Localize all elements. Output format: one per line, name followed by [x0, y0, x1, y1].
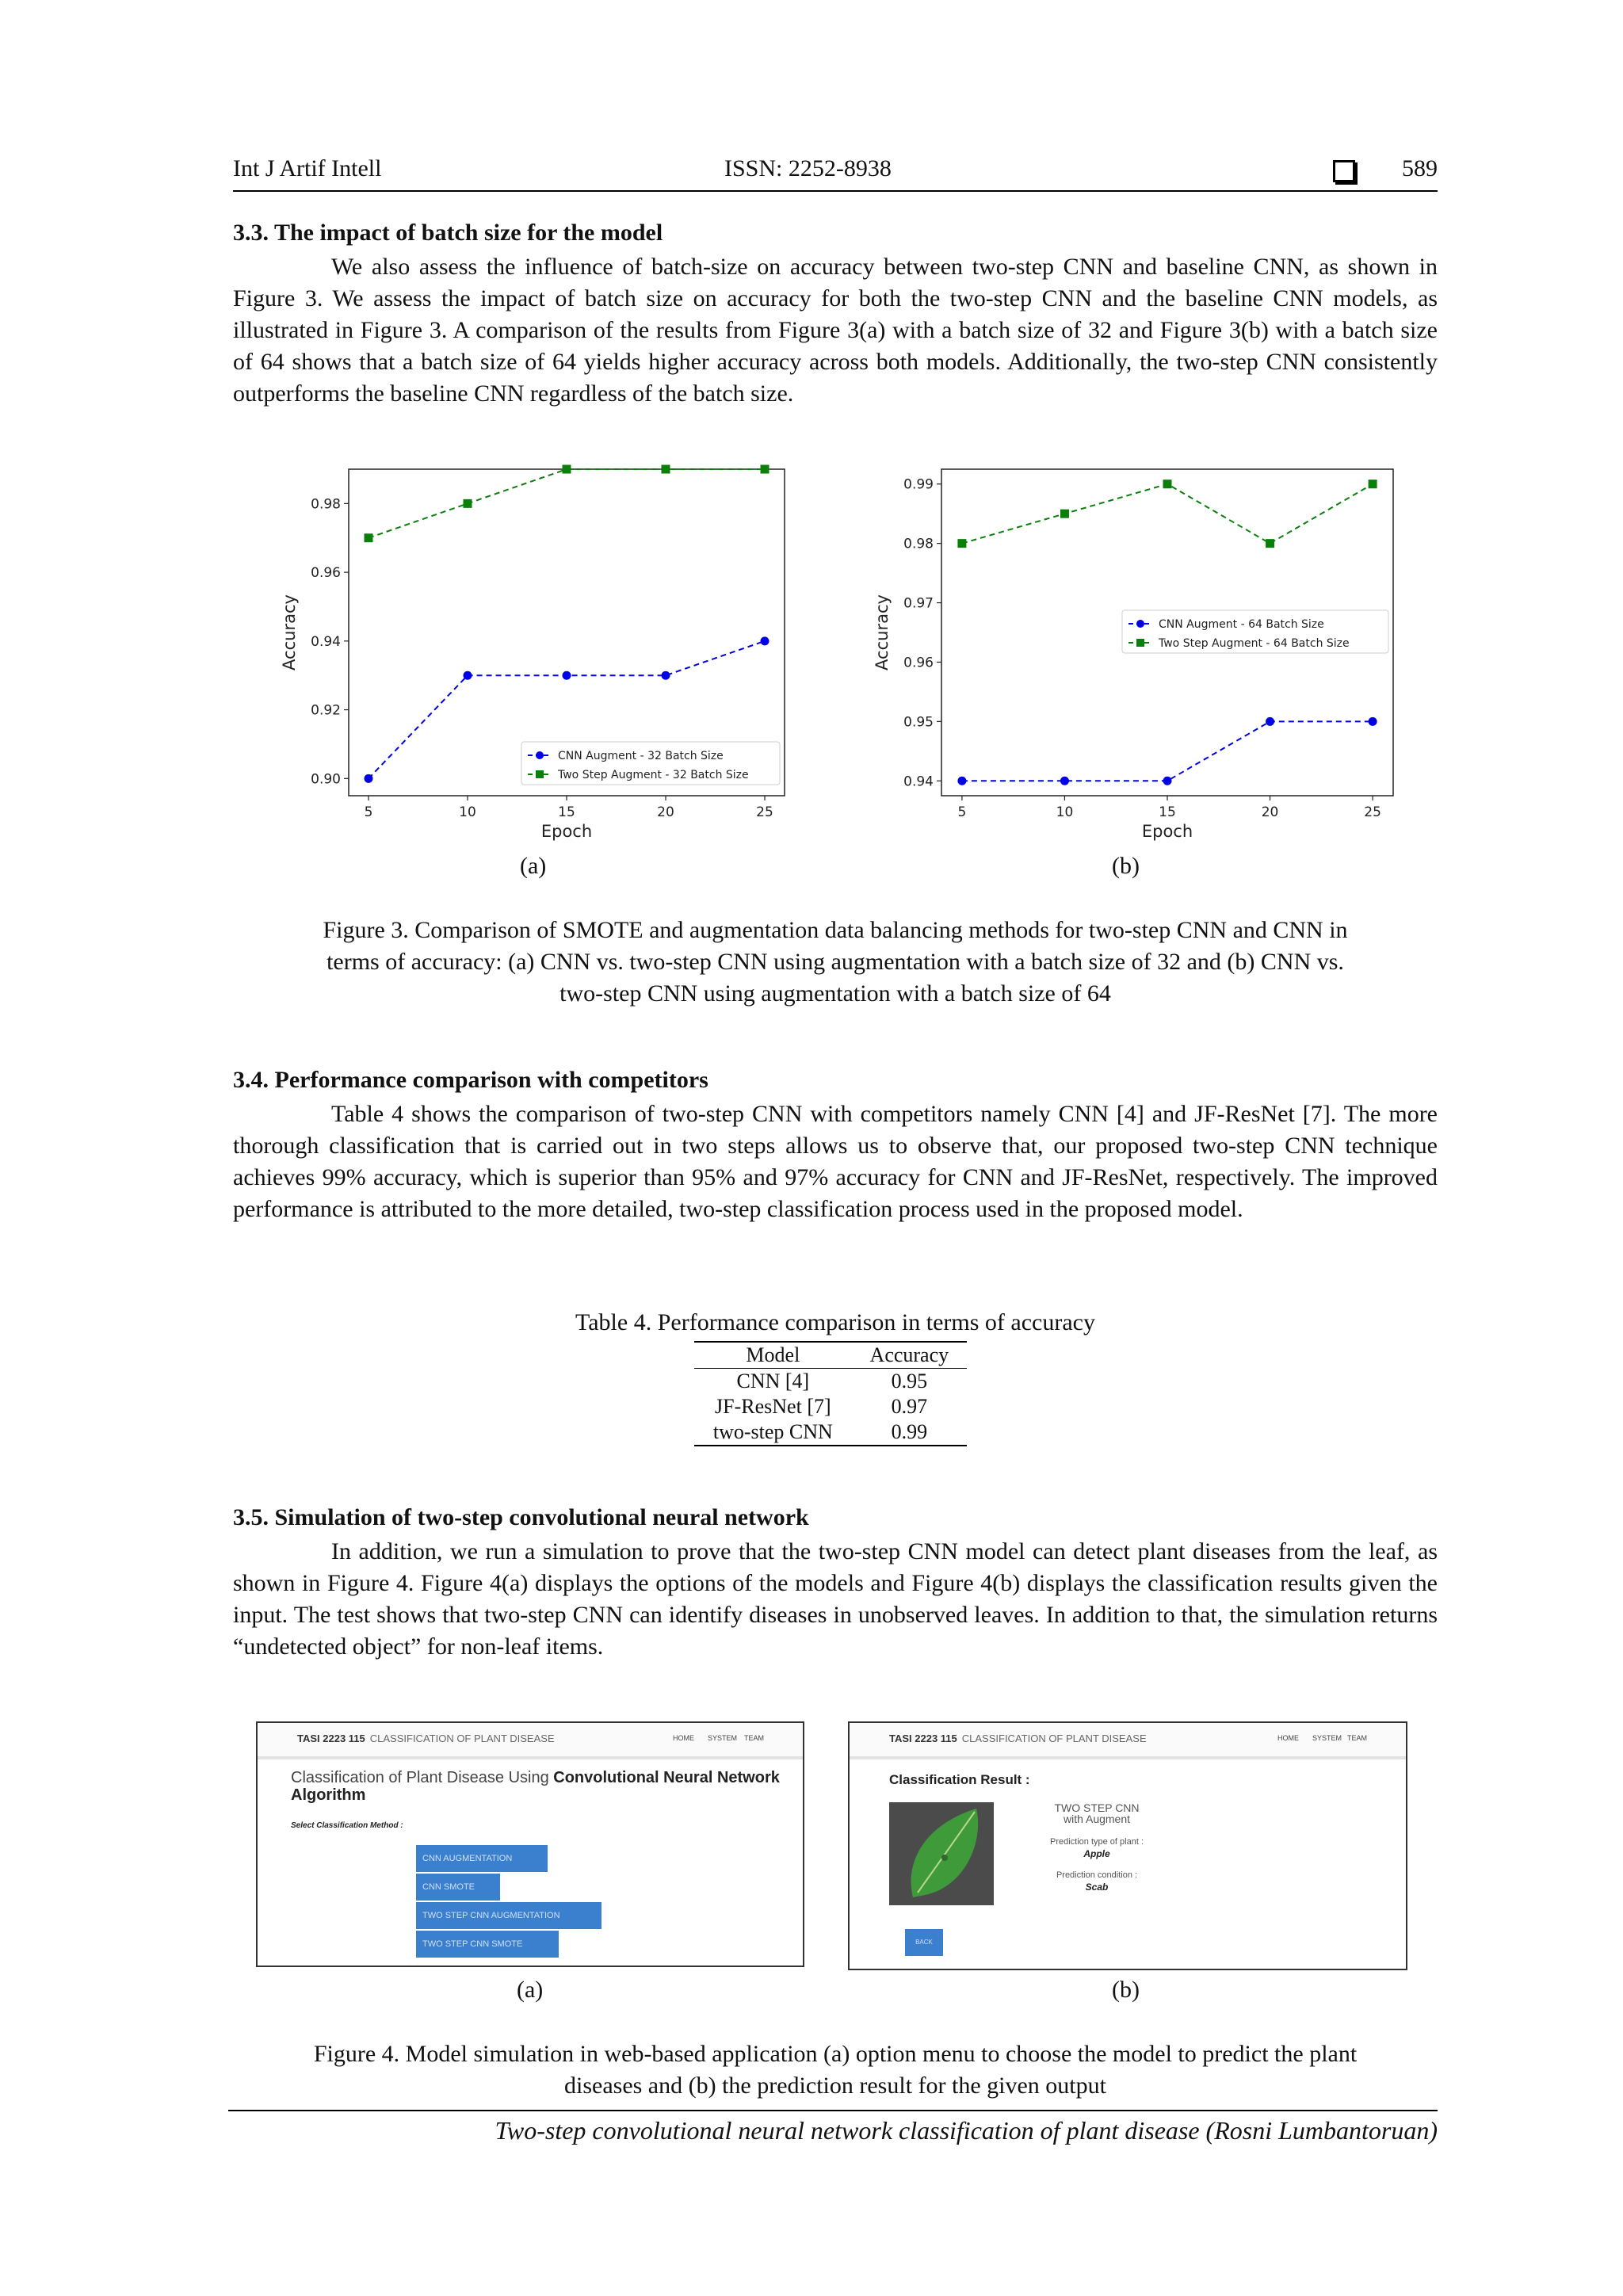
two-step-cnn-smote-button[interactable]: TWO STEP CNN SMOTE: [416, 1931, 559, 1958]
issn: ISSN: 2252-8938: [724, 155, 892, 181]
prediction-type-label: Prediction type of plant :: [1049, 1837, 1144, 1847]
nav-home[interactable]: HOME: [1277, 1734, 1299, 1742]
nav-team[interactable]: TEAM: [1347, 1734, 1368, 1742]
x-tick-label: 20: [657, 804, 674, 820]
app-brand: TASI 2223 115 CLASSIFICATION OF PLANT DISEASE: [297, 1733, 555, 1744]
legend-label: CNN Augment - 32 Batch Size: [558, 750, 724, 762]
y-axis-label: Accuracy: [280, 594, 299, 670]
app-brand: TASI 2223 115 CLASSIFICATION OF PLANT DISEASE: [889, 1733, 1147, 1744]
table-cell: 0.99: [891, 1420, 928, 1443]
figure-3b-chart: [870, 460, 1401, 848]
data-point: [662, 671, 670, 680]
figure-3a-chart: [277, 460, 792, 848]
legend-label: Two Step Augment - 32 Batch Size: [558, 769, 749, 781]
x-tick-label: 15: [558, 804, 575, 820]
data-point: [957, 539, 966, 548]
x-tick-label: 5: [364, 804, 373, 820]
nav-system[interactable]: SYSTEM: [1312, 1734, 1342, 1742]
figure-3-caption-line: terms of accuracy: (a) CNN vs. two-step CNN using augmentation with a batch size of 32 and (b) CNN vs.: [327, 949, 1344, 975]
data-point: [563, 465, 571, 474]
table-row: [694, 1394, 967, 1419]
back-button[interactable]: BACK: [905, 1929, 943, 1956]
checkbox-glyph-icon: [1333, 160, 1355, 182]
figure-4-caption-line: Figure 4. Model simulation in web-based application (a) option menu to choose the model to predict the plant: [313, 2041, 1358, 2067]
section-3-5-title: 3.5. Simulation of two-step convolutional neural network: [233, 1504, 809, 1530]
y-tick-label: 0.92: [311, 702, 341, 719]
data-point: [1369, 479, 1377, 488]
journal-name: Int J Artif Intell: [233, 155, 382, 181]
legend-marker: [536, 770, 544, 778]
table-cell: 0.95: [891, 1370, 928, 1392]
nav-system[interactable]: SYSTEM: [708, 1734, 738, 1742]
table-cell: two-step CNN: [712, 1420, 833, 1443]
data-point: [1266, 539, 1274, 548]
cnn-augmentation-button[interactable]: CNN AUGMENTATION: [416, 1845, 548, 1872]
data-point: [761, 465, 769, 474]
data-point: [365, 774, 373, 783]
y-tick-label: 0.98: [903, 536, 934, 552]
x-tick-label: 10: [459, 804, 476, 820]
section-3-4-text: Table 4 shows the comparison of two-step CNN with competitors namely CNN [4] and JF-ResNet [7]. The more thorough classification that is carried out in two steps allows us to observe that, our proposed two-step CNN technique achieves 99% accuracy, which is superior than 95% and 97% accuracy for CNN and JF-ResNet, respectively. The improved performance is attributed to the more detailed, two-step classification process used in the proposed model.: [233, 1101, 1438, 1222]
section-3-3-paragraph: [233, 251, 1438, 410]
figure-3-caption-line: two-step CNN using augmentation with a batch size of 64: [559, 980, 1111, 1007]
y-tick-label: 0.98: [311, 496, 341, 513]
x-tick-label: 15: [1159, 804, 1176, 820]
y-tick-label: 0.96: [903, 655, 934, 671]
running-header: [233, 155, 1438, 192]
x-tick-label: 10: [1056, 804, 1074, 820]
table-header-model: Model: [746, 1343, 800, 1366]
data-point: [1060, 777, 1069, 785]
figure-3a-label: (a): [520, 853, 547, 879]
prediction-type-value: Apple: [1083, 1848, 1110, 1859]
x-axis-label: Epoch: [1141, 822, 1193, 841]
figure-4-caption-line: diseases and (b) the prediction result for the given output: [564, 2073, 1106, 2099]
select-method-label: Select Classification Method :: [291, 1821, 403, 1830]
nav-home[interactable]: HOME: [673, 1734, 694, 1742]
footer-text: Two-step convolutional neural network classification of plant disease (Rosni Lumbantoruan): [495, 2116, 1438, 2145]
legend-marker: [536, 751, 544, 759]
page-number: 589: [1402, 155, 1438, 181]
two-step-cnn-augmentation-button[interactable]: TWO STEP CNN AUGMENTATION: [416, 1902, 601, 1929]
section-3-4-paragraph: [233, 1098, 1438, 1225]
figure-4-caption: [233, 2038, 1438, 2102]
x-tick-label: 5: [957, 804, 967, 820]
table-header-accuracy: Accuracy: [869, 1343, 949, 1366]
leaf-photo-icon: [889, 1802, 994, 1905]
table-cell: JF-ResNet [7]: [715, 1395, 831, 1418]
y-tick-label: 0.90: [311, 771, 341, 788]
y-tick-label: 0.94: [903, 774, 934, 790]
figure-3-caption: [233, 915, 1438, 1010]
leaf-image: [889, 1802, 994, 1905]
app-navbar: [258, 1723, 803, 1759]
table-row: [694, 1419, 967, 1446]
figure-4b-screenshot: [848, 1721, 1407, 1970]
figure-4a-screenshot: [256, 1721, 804, 1967]
data-point: [1163, 777, 1172, 785]
table-4: [694, 1341, 967, 1446]
figure-4a-label: (a): [517, 1977, 544, 2003]
figure-3-caption-line: Figure 3. Comparison of SMOTE and augmentation data balancing methods for two-step CNN and CNN in: [323, 917, 1348, 943]
figure-4b-label: (b): [1112, 1977, 1140, 2003]
app-page-title: Classification of Plant Disease Using Convolutional Neural Network Algorithm: [291, 1769, 780, 1804]
data-point: [761, 636, 769, 645]
prediction-condition-label: Prediction condition :: [1056, 1870, 1138, 1880]
table-4-title: Table 4. Performance comparison in terms of accuracy: [575, 1309, 1095, 1335]
data-point: [957, 777, 966, 785]
data-point: [662, 465, 670, 474]
data-point: [1369, 717, 1377, 726]
y-tick-label: 0.95: [903, 714, 934, 731]
data-point: [365, 533, 373, 542]
y-axis-label: Accuracy: [873, 594, 892, 670]
data-point: [1060, 510, 1069, 518]
data-point: [563, 671, 571, 680]
section-3-5-paragraph: [233, 1536, 1438, 1663]
series-line: [369, 469, 765, 538]
y-tick-label: 0.99: [903, 476, 934, 493]
prediction-condition-value: Scab: [1085, 1881, 1109, 1893]
series-line: [962, 721, 1373, 781]
x-tick-label: 25: [756, 804, 773, 820]
y-tick-label: 0.94: [311, 633, 341, 650]
table-cell: 0.97: [891, 1395, 928, 1418]
section-3-3-title: 3.3. The impact of batch size for the model: [233, 220, 663, 246]
footer-rule: [228, 2110, 1438, 2111]
data-point: [1266, 717, 1274, 726]
table-row: [694, 1369, 967, 1395]
series-line: [962, 484, 1373, 544]
legend-label: CNN Augment - 64 Batch Size: [1159, 618, 1324, 631]
model-name: TWO STEP CNN with Augment: [1054, 1801, 1140, 1825]
legend-label: Two Step Augment - 64 Batch Size: [1159, 637, 1350, 650]
y-tick-label: 0.97: [903, 595, 934, 612]
data-point: [464, 671, 472, 680]
x-axis-label: Epoch: [540, 822, 593, 841]
classification-result-title: Classification Result :: [889, 1772, 1030, 1787]
figure-3b-label: (b): [1112, 853, 1140, 879]
y-tick-label: 0.96: [311, 565, 341, 582]
legend-marker: [1136, 639, 1144, 647]
nav-team[interactable]: TEAM: [744, 1734, 765, 1742]
x-tick-label: 20: [1261, 804, 1279, 820]
section-3-5-text: In addition, we run a simulation to prove that the two-step CNN model can detect plant diseases from the leaf, as shown in Figure 4. Figure 4(a) displays the options of the models and Figure 4(b) displays the classification results given the input. The test shows that two-step CNN can identify diseases in unobserved leaves. In addition to that, the simulation returns “undetected object” for non-leaf items.: [233, 1538, 1438, 1660]
section-3-3-text: We also assess the influence of batch-size on accuracy between two-step CNN and baseline CNN, as shown in Figure 3. We assess the impact of batch size on accuracy for both the two-step CNN and the baseline CNN models, as illustrated in Figure 3. A comparison of the results from Figure 3(a) with a batch size of 32 and Figure 3(b) with a batch size of 64 shows that a batch size of 64 yields higher accuracy across both models. Additionally, the two-step CNN consistently outperforms the baseline CNN regardless of the batch size.: [233, 254, 1438, 407]
app-navbar: [850, 1723, 1406, 1759]
data-point: [1163, 479, 1172, 488]
cnn-smote-button[interactable]: CNN SMOTE: [416, 1874, 500, 1901]
table-cell: CNN [4]: [736, 1370, 810, 1392]
legend-marker: [1136, 620, 1144, 628]
data-point: [464, 499, 472, 508]
section-3-4-title: 3.4. Performance comparison with competitors: [233, 1067, 708, 1093]
x-tick-label: 25: [1364, 804, 1381, 820]
